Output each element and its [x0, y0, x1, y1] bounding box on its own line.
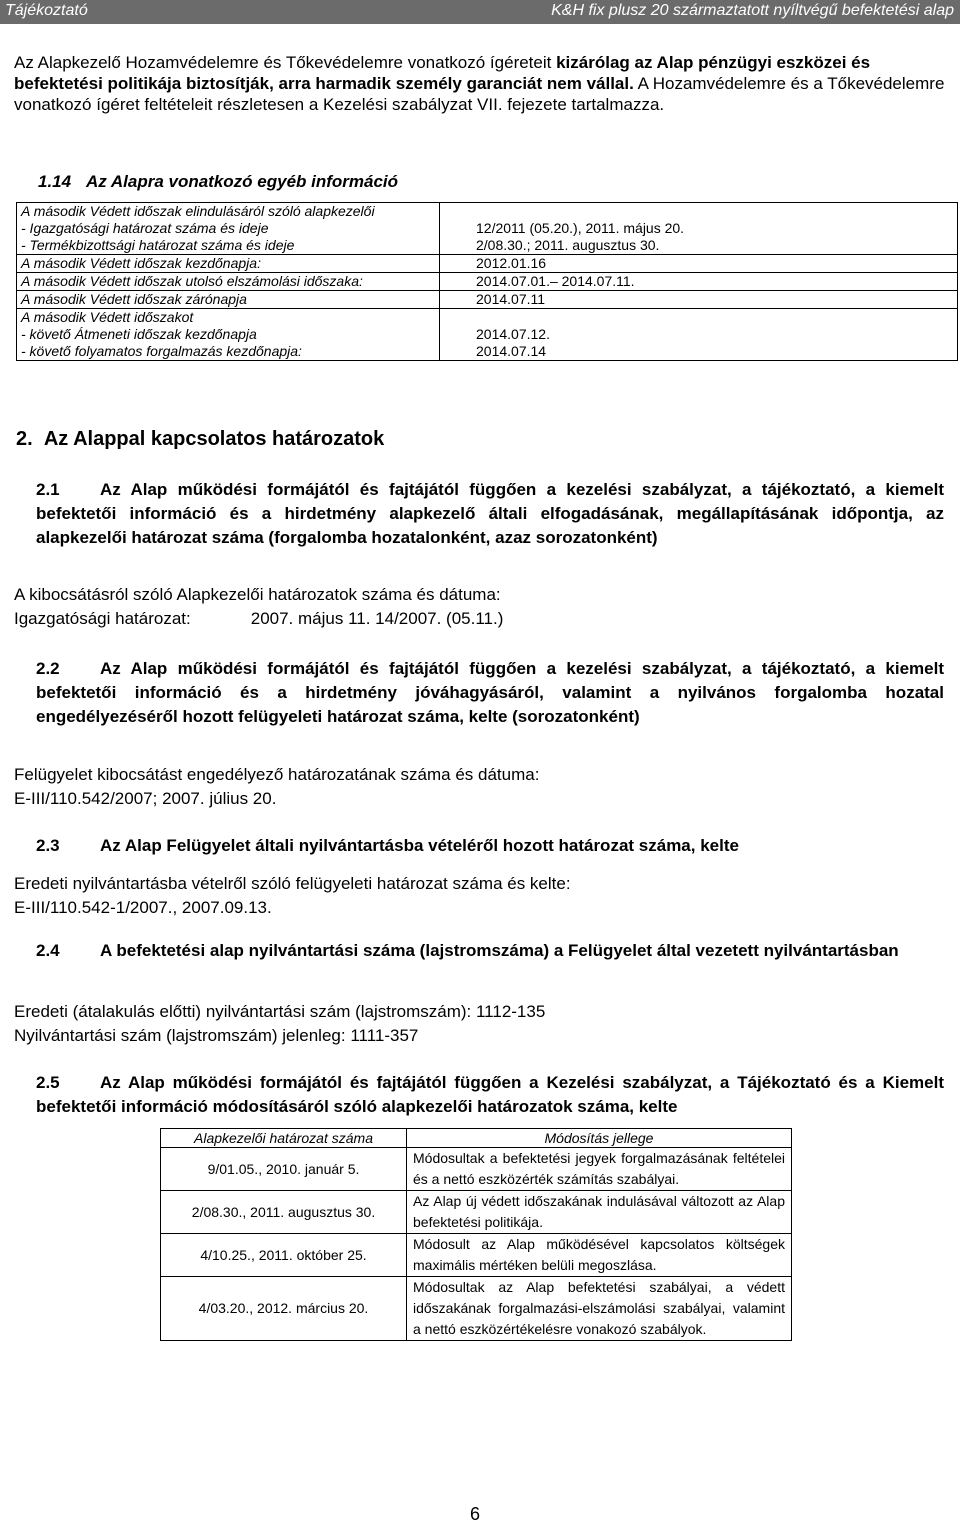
subsection-2-3-value: E-III/110.542-1/2007., 2007.09.13. — [14, 898, 272, 917]
value-line: 2014.07.12. — [476, 326, 550, 342]
subsection-2-3-text: Eredeti nyilvántartásba vételről szóló felügyeleti határozat száma és kelte: — [14, 874, 571, 893]
modification-table — [160, 1128, 792, 1341]
subsection-2-3-heading — [36, 834, 944, 858]
table-row — [161, 1191, 792, 1234]
value-line: 2/08.30.; 2011. augusztus 30. — [476, 237, 660, 253]
subsection-2-2-value: E-III/110.542/2007; 2007. július 20. — [14, 789, 277, 808]
label-line: - követő folyamatos forgalmazás kezdőnapja: — [21, 343, 302, 359]
subsection-2-1-resolution — [14, 608, 503, 630]
subsection-title: Az Alap működési formájától és fajtájától függően a kezelési szabályzat, a tájékoztató, a kiemelt befektetői információ és a hirdetmény jóváhagyásáról, valamint a nyilvános forgalomba hozatal engedélyezéséről hozott felügyeleti határozat száma, kelte (sorozatonként) — [36, 659, 944, 726]
table-cell-label: A második Védett időszak kezdőnapja: — [17, 255, 440, 273]
intro-text-2: A Hozamvédelemre és a Tőkevédelemre vonatkozó ígéret feltételeit részletesen a Kezelési szabályzat VII. fejezete tartalmazza. — [14, 74, 945, 114]
intro-paragraph — [14, 52, 950, 115]
section-number: 1.14 — [38, 172, 72, 191]
value-line: 2014.07.14 — [476, 343, 547, 359]
resolution-label: Igazgatósági határozat: — [14, 609, 191, 628]
subsection-number: 2.5 — [36, 1073, 60, 1092]
modification-desc-cell: Az Alap új védett időszakának indulásával változott az Alap befektetési politikája. — [407, 1191, 792, 1234]
table-cell-label — [17, 309, 440, 361]
table-row — [161, 1234, 792, 1277]
page-header — [0, 0, 960, 24]
resolution-id-cell: 9/01.05., 2010. január 5. — [161, 1148, 407, 1191]
subsection-2-1-heading — [36, 478, 944, 550]
resolution-id-cell: 4/10.25., 2011. október 25. — [161, 1234, 407, 1277]
header-left-title: Tájékoztató — [5, 2, 88, 19]
page-number: 6 — [470, 1504, 481, 1524]
table-cell-label: A második Védett időszak zárónapja — [17, 291, 440, 309]
subsection-number: 2.4 — [36, 941, 60, 960]
subsection-title: A befektetési alap nyilvántartási száma (lajstromszáma) a Felügyelet által vezetett nyilvántartásban — [100, 941, 899, 960]
column-header: Módosítás jellege — [407, 1129, 792, 1148]
value-line: 12/2011 (05.20.), 2011. május 20. — [476, 220, 685, 236]
section-title: Az Alappal kapcsolatos határozatok — [43, 428, 385, 450]
table-cell-value — [440, 203, 958, 255]
header-right-title: K&H fix plusz 20 származtatott nyíltvégű befektetési alap — [551, 2, 954, 19]
subsection-number: 2.3 — [36, 836, 60, 855]
table-cell-value: 2012.01.16 — [440, 255, 958, 273]
table-row — [161, 1277, 792, 1341]
table-row — [161, 1148, 792, 1191]
table-cell-value: 2014.07.11 — [440, 291, 958, 309]
modification-desc-cell: Módosultak a befektetési jegyek forgalmazásának feltételei és a nettó eszközérték számítás szabályai. — [407, 1148, 792, 1191]
section-number: 2. — [16, 428, 33, 450]
table-header-row — [161, 1129, 792, 1148]
label-line: - követő Átmeneti időszak kezdőnapja — [21, 326, 257, 342]
table-row — [17, 273, 958, 291]
subsection-2-4-heading — [36, 939, 944, 963]
resolution-value: 2007. május 11. 14/2007. (05.11.) — [250, 609, 504, 628]
section-title: Az Alapra vonatkozó egyéb információ — [86, 172, 399, 191]
subsection-title: Az Alap Felügyelet általi nyilvántartásba vételéről hozott határozat száma, kelte — [100, 836, 739, 855]
table-cell-value — [440, 309, 958, 361]
label-line: - Termékbizottsági határozat száma és ideje — [21, 237, 295, 253]
subsection-2-1-text: A kibocsátásról szóló Alapkezelői határozatok száma és dátuma: — [14, 585, 501, 604]
subsection-title: Az Alap működési formájától és fajtájától függően a Kezelési szabályzat, a Tájékoztató és a Kiemelt befektetői információ módosításáról szóló alapkezelői határozatok száma, kelte — [36, 1073, 944, 1116]
info-table — [16, 202, 958, 361]
intro-text-1: Az Alapkezelő Hozamvédelemre és Tőkevédelemre vonatkozó ígéreteit — [14, 53, 557, 72]
section-1-14-heading — [38, 172, 398, 192]
table-row — [17, 291, 958, 309]
table-row — [17, 203, 958, 255]
table-cell-label — [17, 203, 440, 255]
resolution-id-cell: 4/03.20., 2012. március 20. — [161, 1277, 407, 1341]
subsection-2-4-original-number: Eredeti (átalakulás előtti) nyilvántartási szám (lajstromszám): 1112-135 — [14, 1002, 546, 1021]
subsection-title: Az Alap működési formájától és fajtájától függően a kezelési szabályzat, a tájékoztató, a kiemelt befektetői információ és a hirdetmény alapkezelő általi elfogadásának, megállapításának időpontja, az alapkezelői határozat száma (forgalomba hozatalonként, azaz sorozatonként) — [36, 480, 944, 547]
table-row — [17, 255, 958, 273]
label-line: A második Védett időszak elindulásáról szóló alapkezelői — [21, 203, 375, 219]
subsection-2-2-text: Felügyelet kibocsátást engedélyező határozatának száma és dátuma: — [14, 765, 540, 784]
subsection-number: 2.1 — [36, 480, 60, 499]
subsection-2-2-heading — [36, 657, 944, 729]
intro-text-bold: kizárólag az Alap pénzügyi eszközei és befektetési politikája biztosítják, arra harmadik személy garanciát nem vállal. — [14, 53, 871, 93]
modification-desc-cell: Módosult az Alap működésével kapcsolatos költségek maximális mértéken belüli megoszlása. — [407, 1234, 792, 1277]
table-cell-label: A második Védett időszak utolsó elszámolási időszaka: — [17, 273, 440, 291]
label-line: A második Védett időszakot — [21, 309, 194, 325]
column-header: Alapkezelői határozat száma — [161, 1129, 407, 1148]
subsection-2-4-current-number: Nyilvántartási szám (lajstromszám) jelenleg: 1111-357 — [14, 1026, 419, 1045]
table-row — [17, 309, 958, 361]
resolution-id-cell: 2/08.30., 2011. augusztus 30. — [161, 1191, 407, 1234]
section-2-heading — [16, 428, 384, 451]
modification-desc-cell: Módosultak az Alap befektetési szabályai, a védett időszakának forgalmazási-elszámolási szabályai, valamint a nettó eszközértékelésre vonakozó szabályok. — [407, 1277, 792, 1341]
label-line: - Igazgatósági határozat száma és ideje — [21, 220, 269, 236]
subsection-number: 2.2 — [36, 659, 60, 678]
subsection-2-5-heading — [36, 1071, 944, 1119]
table-cell-value: 2014.07.01.– 2014.07.11. — [440, 273, 958, 291]
